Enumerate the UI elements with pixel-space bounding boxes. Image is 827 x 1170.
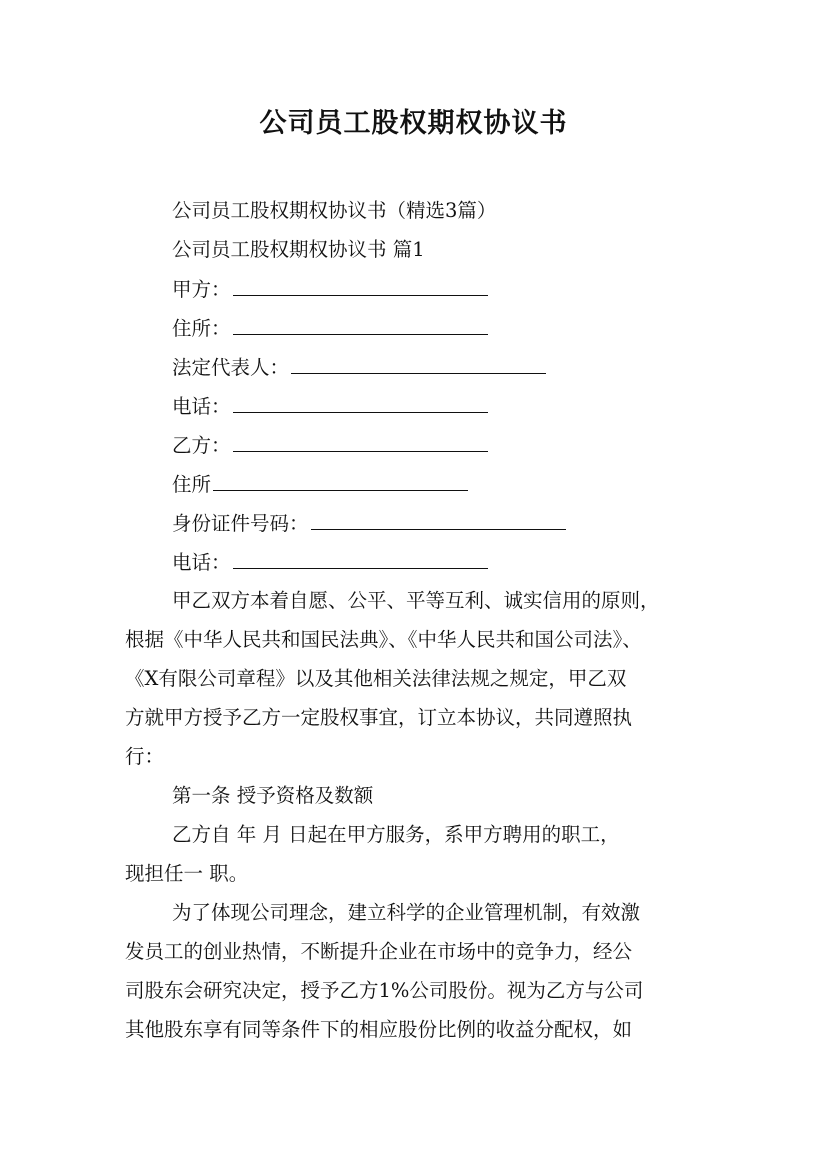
document-subtitle: 公司员工股权期权协议书（精选3篇） (172, 199, 497, 222)
blank-line (233, 275, 488, 296)
field-phone-a (172, 392, 488, 421)
field-label: 住所 (172, 473, 212, 496)
blank-line (233, 392, 488, 413)
paragraph-line: 《X有限公司章程》以及其他相关法律法规之规定，甲乙双 (125, 667, 627, 690)
blank-line (233, 431, 488, 452)
paragraph-line: 方就甲方授予乙方一定股权事宜，订立本协议，共同遵照执 (125, 706, 633, 729)
paragraph-line: 乙方自 年 月 日起在甲方服务，系甲方聘用的职工， (172, 823, 620, 846)
field-label: 乙方： (172, 434, 231, 457)
blank-line (213, 470, 468, 491)
paragraph-line: 为了体现公司理念，建立科学的企业管理机制，有效激 (172, 901, 641, 924)
field-address-a (172, 314, 488, 343)
field-label: 法定代表人： (172, 356, 290, 379)
field-label: 电话： (172, 551, 231, 574)
blank-line (311, 509, 566, 530)
blank-line (233, 548, 488, 569)
paragraph-line: 甲乙双方本着自愿、公平、平等互利、诚实信用的原则， (172, 589, 660, 612)
paragraph-line: 发员工的创业热情，不断提升企业在市场中的竞争力，经公 (125, 940, 633, 963)
blank-line (291, 353, 546, 374)
field-label: 身份证件号码： (172, 512, 309, 535)
field-legal-rep (172, 353, 546, 382)
blank-line (233, 314, 488, 335)
document-title: 公司员工股权期权协议书 (259, 108, 568, 139)
paragraph-line: 司股东会研究决定，授予乙方1%公司股份。视为乙方与公司 (125, 979, 644, 1002)
field-label: 电话： (172, 395, 231, 418)
section-heading: 公司员工股权期权协议书 篇1 (172, 238, 425, 261)
paragraph-line: 行： (125, 745, 165, 768)
paragraph-line: 根据《中华人民共和国民法典》、《中华人民共和国公司法》、 (125, 628, 642, 651)
field-label: 住所： (172, 317, 231, 340)
paragraph-line: 现担任一 职。 (125, 862, 249, 885)
field-address-b (172, 470, 468, 499)
paragraph-line: 其他股东享有同等条件下的相应股份比例的收益分配权，如 (125, 1018, 633, 1041)
field-phone-b (172, 548, 488, 577)
field-label: 甲方： (172, 278, 231, 301)
article-heading: 第一条 授予资格及数额 (172, 784, 374, 807)
field-party-b (172, 431, 488, 460)
field-id-number (172, 509, 566, 538)
field-party-a (172, 275, 488, 304)
